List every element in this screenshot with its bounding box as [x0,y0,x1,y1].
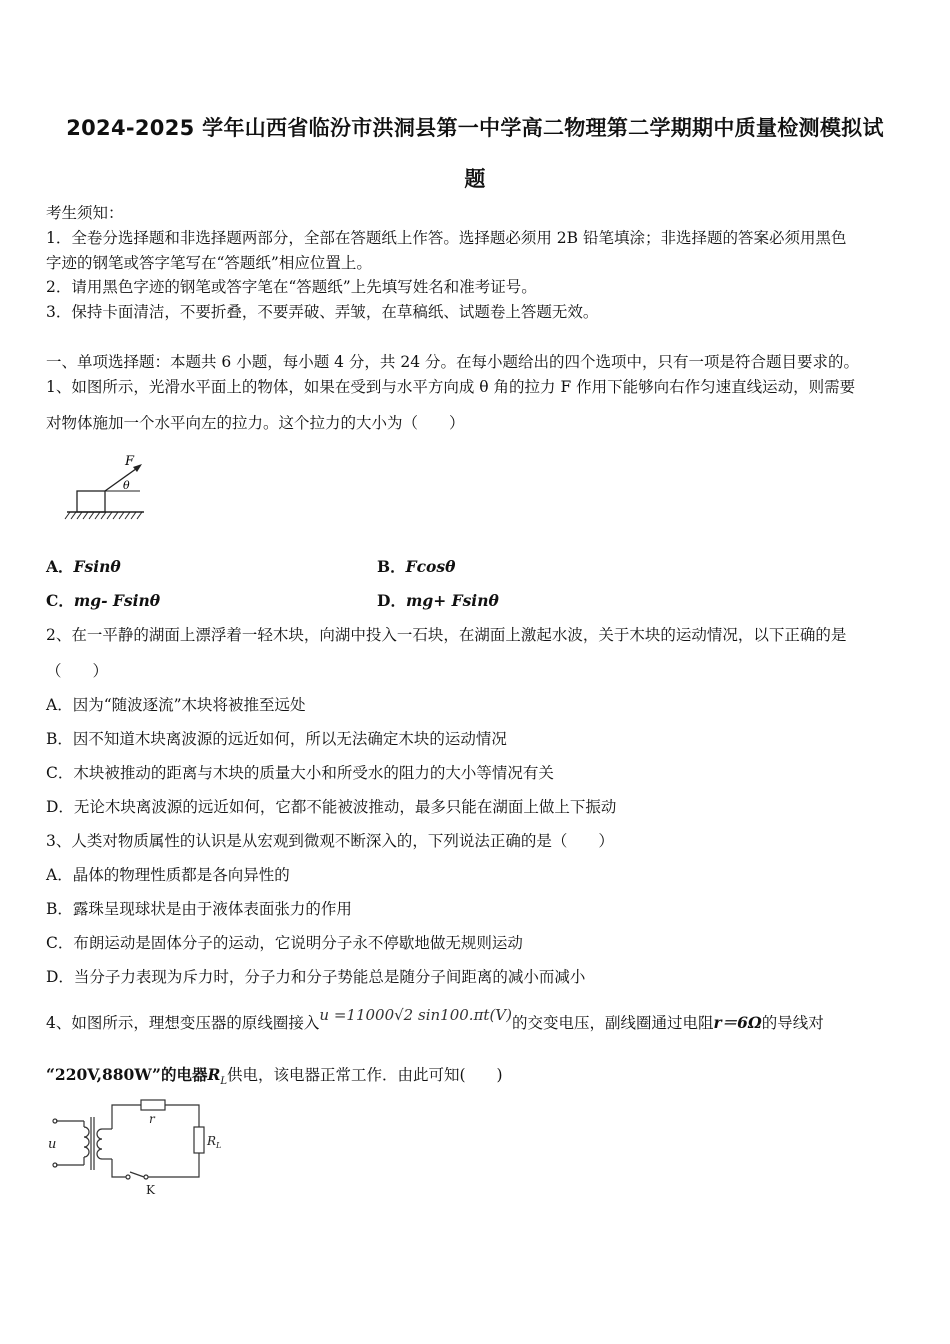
q2-option-d: D．无论木块离波源的远近如何，它都不能被波推动，最多只能在湖面上做上下振动 [46,798,617,816]
notice-item-1b: 字迹的钢笔或答字笔写在“答题纸”相应位置上。 [46,254,372,272]
q1-option-c-label: C． [46,591,74,610]
q1-option-b-text: Fcosθ [405,557,456,576]
formula-sine: sin100.πt(V) [418,1006,512,1024]
q4-stem-a3: 的导线对 [761,1014,824,1032]
angle-label: θ [123,479,130,492]
section-heading: 一、单项选择题：本题共 6 小题，每小题 4 分，共 24 分。在每小题给出的四个选项中，只有一项是符合题目要求的。 [46,353,860,371]
notice-item-2: 2．请用黑色字迹的钢笔或答字笔在“答题纸”上先填写姓名和准考证号。 [46,278,537,296]
notice-heading: 考生须知： [46,204,124,222]
q4-stem-rl: R [207,1065,221,1084]
load-label-r: R [207,1134,217,1148]
q2-option-a: A．因为“随波逐流”木块将被推至远处 [46,696,306,714]
formula-amplitude: =11000 [333,1006,395,1024]
switch-label: K [146,1183,155,1197]
formula-u: u [319,1006,330,1024]
load-label-sub: L [216,1141,222,1150]
q4-stem-a1: 4、如图所示，理想变压器的原线圈接入 [46,1014,320,1032]
q1-option-a [46,556,121,578]
q3-option-d: D．当分子力表现为斥力时，分子力和分子势能总是随分子间距离的减小而减小 [46,968,586,986]
exam-title-line1: 2024-2025 学年山西省临汾市洪洞县第一中学高二物理第二学期期中质量检测模拟试 [66,116,884,140]
force-label: F [125,454,135,469]
q1-stem-b: 对物体施加一个水平向左的拉力。这个拉力的大小为（ ） [46,414,465,432]
q2-stem-a: 2、在一平静的湖面上漂浮着一轻木块，向湖中投入一石块，在湖面上激起水波，关于木块的运动情况，以下正确的是 [46,626,847,644]
q4-stem-b1: “220V,880W”的电器 [46,1065,208,1084]
q1-option-d [377,590,499,612]
q1-option-b-label: B． [377,557,406,576]
q1-option-d-label: D． [377,591,406,610]
formula-sqrt: √2 [394,1006,414,1024]
q3-option-c: C．布朗运动是固体分子的运动，它说明分子永不停歇地做无规则运动 [46,934,523,952]
q2-option-c: C．木块被推动的距离与木块的质量大小和所受水的阻力的大小等情况有关 [46,764,554,782]
q4-stem-r: r＝6Ω [713,1013,762,1032]
q1-option-a-label: A． [46,557,74,576]
q4-circuit-figure [44,1095,234,1200]
q1-option-d-text: mg+ Fsinθ [405,591,499,610]
q1-stem-a: 1、如图所示，光滑水平面上的物体，如果在受到与水平方向成 θ 角的拉力 F 作用下能够向右作匀速直线运动，则需要 [46,378,856,396]
q4-formula [319,1006,512,1024]
q4-stem-a [46,1006,824,1034]
q2-option-b: B．因不知道木块离波源的远近如何，所以无法确定木块的运动情况 [46,730,507,748]
q4-stem-rl-sub: L [220,1076,227,1088]
resistor-r-label: r [149,1112,155,1126]
notice-item-3: 3．保持卡面清洁，不要折叠，不要弄破、弄皱，在草稿纸、试题卷上答题无效。 [46,303,599,321]
q3-stem: 3、人类对物质属性的认识是从宏观到微观不断深入的，下列说法正确的是（ ） [46,832,614,850]
notice-item-1a: 1．全卷分选择题和非选择题两部分，全部在答题纸上作答。选择题必须用 2B 铅笔填涂；非选择题的答案必须用黑色 [46,229,847,247]
source-label: u [48,1137,57,1152]
load-label [206,1134,221,1150]
q3-option-b: B．露珠呈现球状是由于液体表面张力的作用 [46,900,352,918]
q1-option-b [377,556,455,578]
q1-option-c-text: mg- Fsinθ [73,591,161,610]
exam-title-line2: 题 [464,167,486,191]
q1-option-c [46,590,160,612]
q4-stem-b [46,1064,503,1093]
q2-stem-b: （ ） [46,662,109,680]
q3-option-a: A．晶体的物理性质都是各向异性的 [46,866,290,884]
q1-option-a-text: Fsinθ [73,557,121,576]
q4-stem-b2: 供电，该电器正常工作．由此可知( ) [226,1066,503,1084]
q1-figure [62,450,152,526]
q4-stem-a2: 的交变电压，副线圈通过电阻 [512,1014,714,1032]
